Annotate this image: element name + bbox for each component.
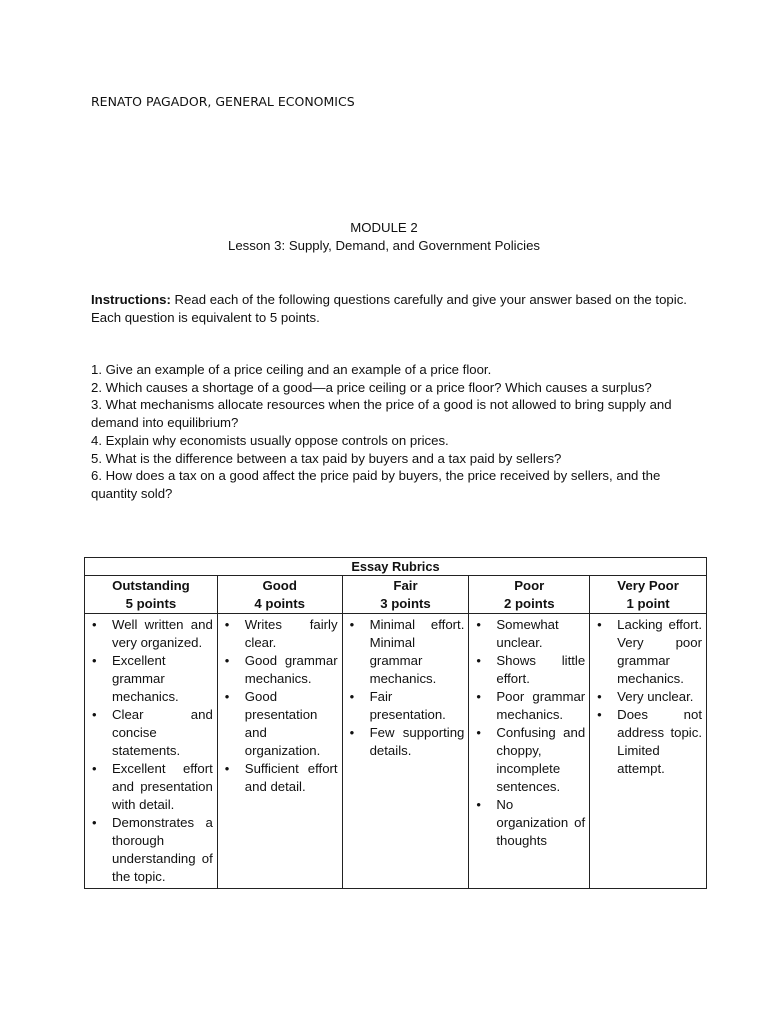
level-name: Very Poor bbox=[617, 578, 679, 593]
level-points: 3 points bbox=[380, 596, 431, 611]
question-item: 2. Which causes a shortage of a good—a price ceiling or a price floor? Which causes a surplus? bbox=[91, 379, 652, 395]
rubric-title: Essay Rubrics bbox=[85, 558, 707, 576]
criteria-item: • Shows little effort. bbox=[469, 652, 585, 688]
level-header-good bbox=[217, 576, 342, 614]
level-header-very-poor bbox=[590, 576, 707, 614]
level-points: 2 points bbox=[503, 596, 555, 611]
module-title: MODULE 2 bbox=[350, 220, 418, 235]
question-item: 1. Give an example of a price ceiling and an example of a price floor. bbox=[91, 362, 492, 377]
essay-rubric-table bbox=[84, 557, 707, 889]
criteria-item: • Good grammar mechanics. bbox=[218, 652, 338, 688]
criteria-list bbox=[85, 614, 217, 888]
criteria-item: • Sufficient effort and detail. bbox=[218, 760, 338, 796]
level-name: Fair bbox=[393, 578, 418, 593]
instructions-paragraph bbox=[91, 291, 691, 326]
criteria-cell-poor bbox=[469, 614, 590, 889]
criteria-item: • Writes fairly clear. bbox=[218, 616, 338, 652]
instructions-text: Read each of the following questions carefully and give your answer based on the topic. Each question is equivalent to 5 points. bbox=[91, 292, 687, 325]
criteria-list bbox=[218, 614, 342, 798]
criteria-item: • Does not address topic. Limited attempt. bbox=[590, 706, 702, 778]
level-points: 4 points bbox=[254, 596, 305, 611]
criteria-item: • Confusing and choppy, incomplete sentences. bbox=[469, 724, 585, 796]
rubric-level-row bbox=[85, 576, 707, 614]
question-item: 5. What is the difference between a tax paid by buyers and a tax paid by sellers? bbox=[91, 450, 562, 466]
level-name: Outstanding bbox=[112, 578, 190, 593]
question-item: 4. Explain why economists usually oppose controls on prices. bbox=[91, 432, 449, 448]
level-header-fair bbox=[342, 576, 469, 614]
criteria-item: • Fair presentation. bbox=[343, 688, 465, 724]
criteria-cell-outstanding bbox=[85, 614, 218, 889]
criteria-item: • Somewhat unclear. bbox=[469, 616, 585, 652]
level-name: Good bbox=[262, 578, 297, 593]
criteria-item: • Good presentation and organization. bbox=[218, 688, 338, 760]
criteria-item: • Well written and very organized. bbox=[85, 616, 213, 652]
criteria-list bbox=[469, 614, 589, 852]
criteria-item: • Very unclear. bbox=[590, 688, 702, 706]
module-heading bbox=[0, 219, 768, 255]
criteria-item: • Lacking effort. Very poor grammar mechanics. bbox=[590, 616, 702, 688]
criteria-cell-good bbox=[217, 614, 342, 889]
criteria-item: • Poor grammar mechanics. bbox=[469, 688, 585, 724]
level-points: 1 point bbox=[626, 596, 670, 611]
criteria-cell-fair bbox=[342, 614, 469, 889]
question-item: 3. What mechanisms allocate resources when the price of a good is not allowed to bring supply and demand into equilibrium? bbox=[91, 397, 672, 431]
criteria-list bbox=[343, 614, 469, 762]
criteria-list bbox=[590, 614, 706, 780]
criteria-item: • Excellent grammar mechanics. bbox=[85, 652, 213, 706]
question-item: 6. How does a tax on a good affect the price paid by buyers, the price received by sellers, and the quantity sold? bbox=[91, 468, 661, 501]
instructions-label: Instructions: bbox=[91, 292, 171, 307]
criteria-item: • No organization of thoughts bbox=[469, 796, 585, 850]
level-points: 5 points bbox=[125, 596, 177, 611]
criteria-cell-very-poor bbox=[590, 614, 707, 889]
criteria-item: • Clear and concise statements. bbox=[85, 706, 213, 760]
level-header-outstanding bbox=[85, 576, 218, 614]
criteria-item: • Few supporting details. bbox=[343, 724, 465, 760]
rubric-title-row bbox=[85, 558, 707, 576]
lesson-title: Lesson 3: Supply, Demand, and Government Policies bbox=[227, 238, 541, 253]
author-course-header: RENATO PAGADOR, GENERAL ECONOMICS bbox=[91, 94, 355, 109]
criteria-item: • Excellent effort and presentation with detail. bbox=[85, 760, 213, 814]
criteria-item: • Minimal effort. Minimal grammar mechanics. bbox=[343, 616, 465, 688]
rubric-criteria-row bbox=[85, 614, 707, 889]
question-list bbox=[91, 361, 691, 503]
criteria-item: • Demonstrates a thorough understanding of the topic. bbox=[85, 814, 213, 886]
level-header-poor bbox=[469, 576, 590, 614]
level-name: Poor bbox=[514, 578, 545, 593]
